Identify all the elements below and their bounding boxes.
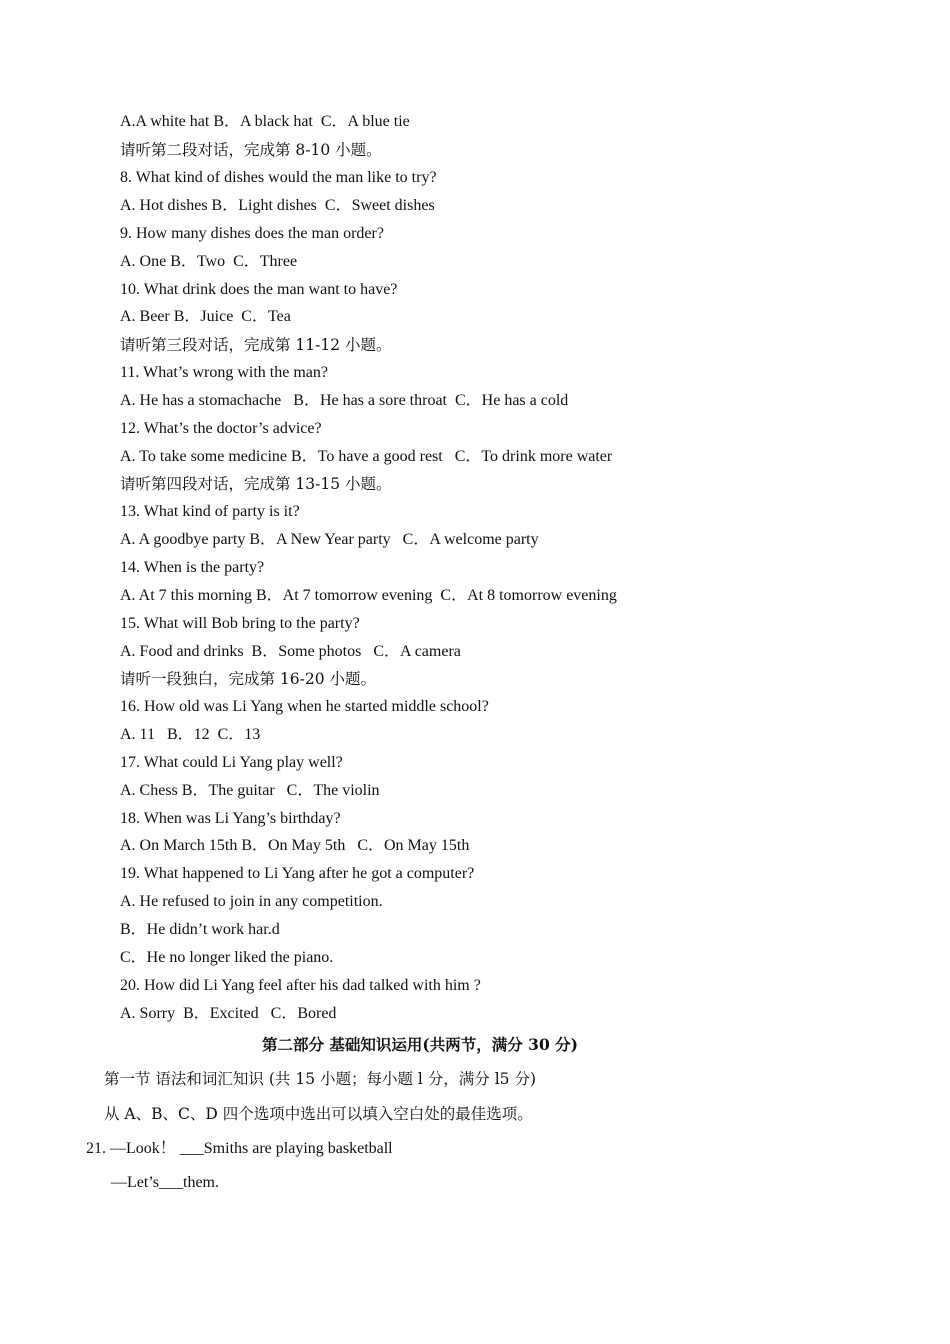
q15-question: 15. What will Bob bring to the party?	[120, 615, 360, 632]
q14-question: 14. When is the party?	[120, 559, 265, 576]
q12-options: A. To take some medicine B．To have a good rest C．To drink more water	[120, 448, 613, 465]
q9-options: A. One B．Two C．Three	[120, 253, 298, 270]
q18-options: A. On March 15th B．On May 5th C．On May 15th	[120, 837, 470, 854]
q9-question: 9. How many dishes does the man order?	[120, 225, 384, 242]
q11-question: 11. What’s wrong with the man?	[120, 364, 328, 381]
q19-option-b: B．He didn’t work har.d	[120, 921, 280, 938]
q13-question: 13. What kind of party is it?	[120, 503, 300, 520]
q14-options: A. At 7 this morning B．At 7 tomorrow evening C．At 8 tomorrow evening	[120, 587, 617, 604]
q16-options: A. 11 B．12 C．13	[120, 726, 261, 743]
q20-options: A. Sorry B．Excited C．Bored	[120, 1005, 337, 1022]
q10-options: A. Beer B．Juice C．Tea	[120, 308, 291, 325]
q17-options: A. Chess B．The guitar C．The violin	[120, 782, 380, 799]
dialogue-4-instruction: 请听第四段对话，完成第 13-15 小题。	[120, 475, 392, 493]
dialogue-3-instruction: 请听第三段对话，完成第 11-12 小题。	[120, 336, 392, 354]
q17-question: 17. What could Li Yang play well?	[120, 754, 343, 771]
q8-options: A. Hot dishes B．Light dishes C．Sweet dishes	[120, 197, 435, 214]
q8-question: 8. What kind of dishes would the man like to try?	[120, 169, 437, 186]
q15-options: A. Food and drinks B．Some photos C．A camera	[120, 643, 461, 660]
q19-option-a: A. He refused to join in any competition.	[120, 893, 383, 910]
section-subtitle: 第一节 语法和词汇知识 (共 15 小题；每小题 l 分，满分 l5 分)	[104, 1070, 537, 1088]
q11-options: A. He has a stomachache B．He has a sore throat C．He has a cold	[120, 392, 569, 409]
q19-option-c: C．He no longer liked the piano.	[120, 949, 334, 966]
dialogue-2-instruction: 请听第二段对话，完成第 8-10 小题。	[120, 141, 382, 159]
monologue-instruction: 请听一段独白，完成第 16-20 小题。	[120, 670, 377, 688]
q13-options: A. A goodbye party B．A New Year party C．A welcome party	[120, 531, 539, 548]
q16-question: 16. How old was Li Yang when he started middle school?	[120, 698, 489, 715]
q21-line-1: 21. —Look！ ___Smiths are playing basketball	[86, 1140, 393, 1157]
section-title: 第二部分 基础知识运用(共两节，满分 30 分)	[262, 1035, 578, 1054]
q7-options: A.A white hat B．A black hat C．A blue tie	[120, 113, 410, 130]
q21-line-2: —Let’s___them.	[111, 1174, 219, 1191]
q12-question: 12. What’s the doctor’s advice?	[120, 420, 322, 437]
section-instruction: 从 A、B、C、D 四个选项中选出可以填入空白处的最佳选项。	[104, 1105, 533, 1123]
q10-question: 10. What drink does the man want to have?	[120, 281, 398, 298]
q18-question: 18. When was Li Yang’s birthday?	[120, 810, 341, 827]
q20-question: 20. How did Li Yang feel after his dad talked with him ?	[120, 977, 481, 994]
q19-question: 19. What happened to Li Yang after he got a computer?	[120, 865, 475, 882]
